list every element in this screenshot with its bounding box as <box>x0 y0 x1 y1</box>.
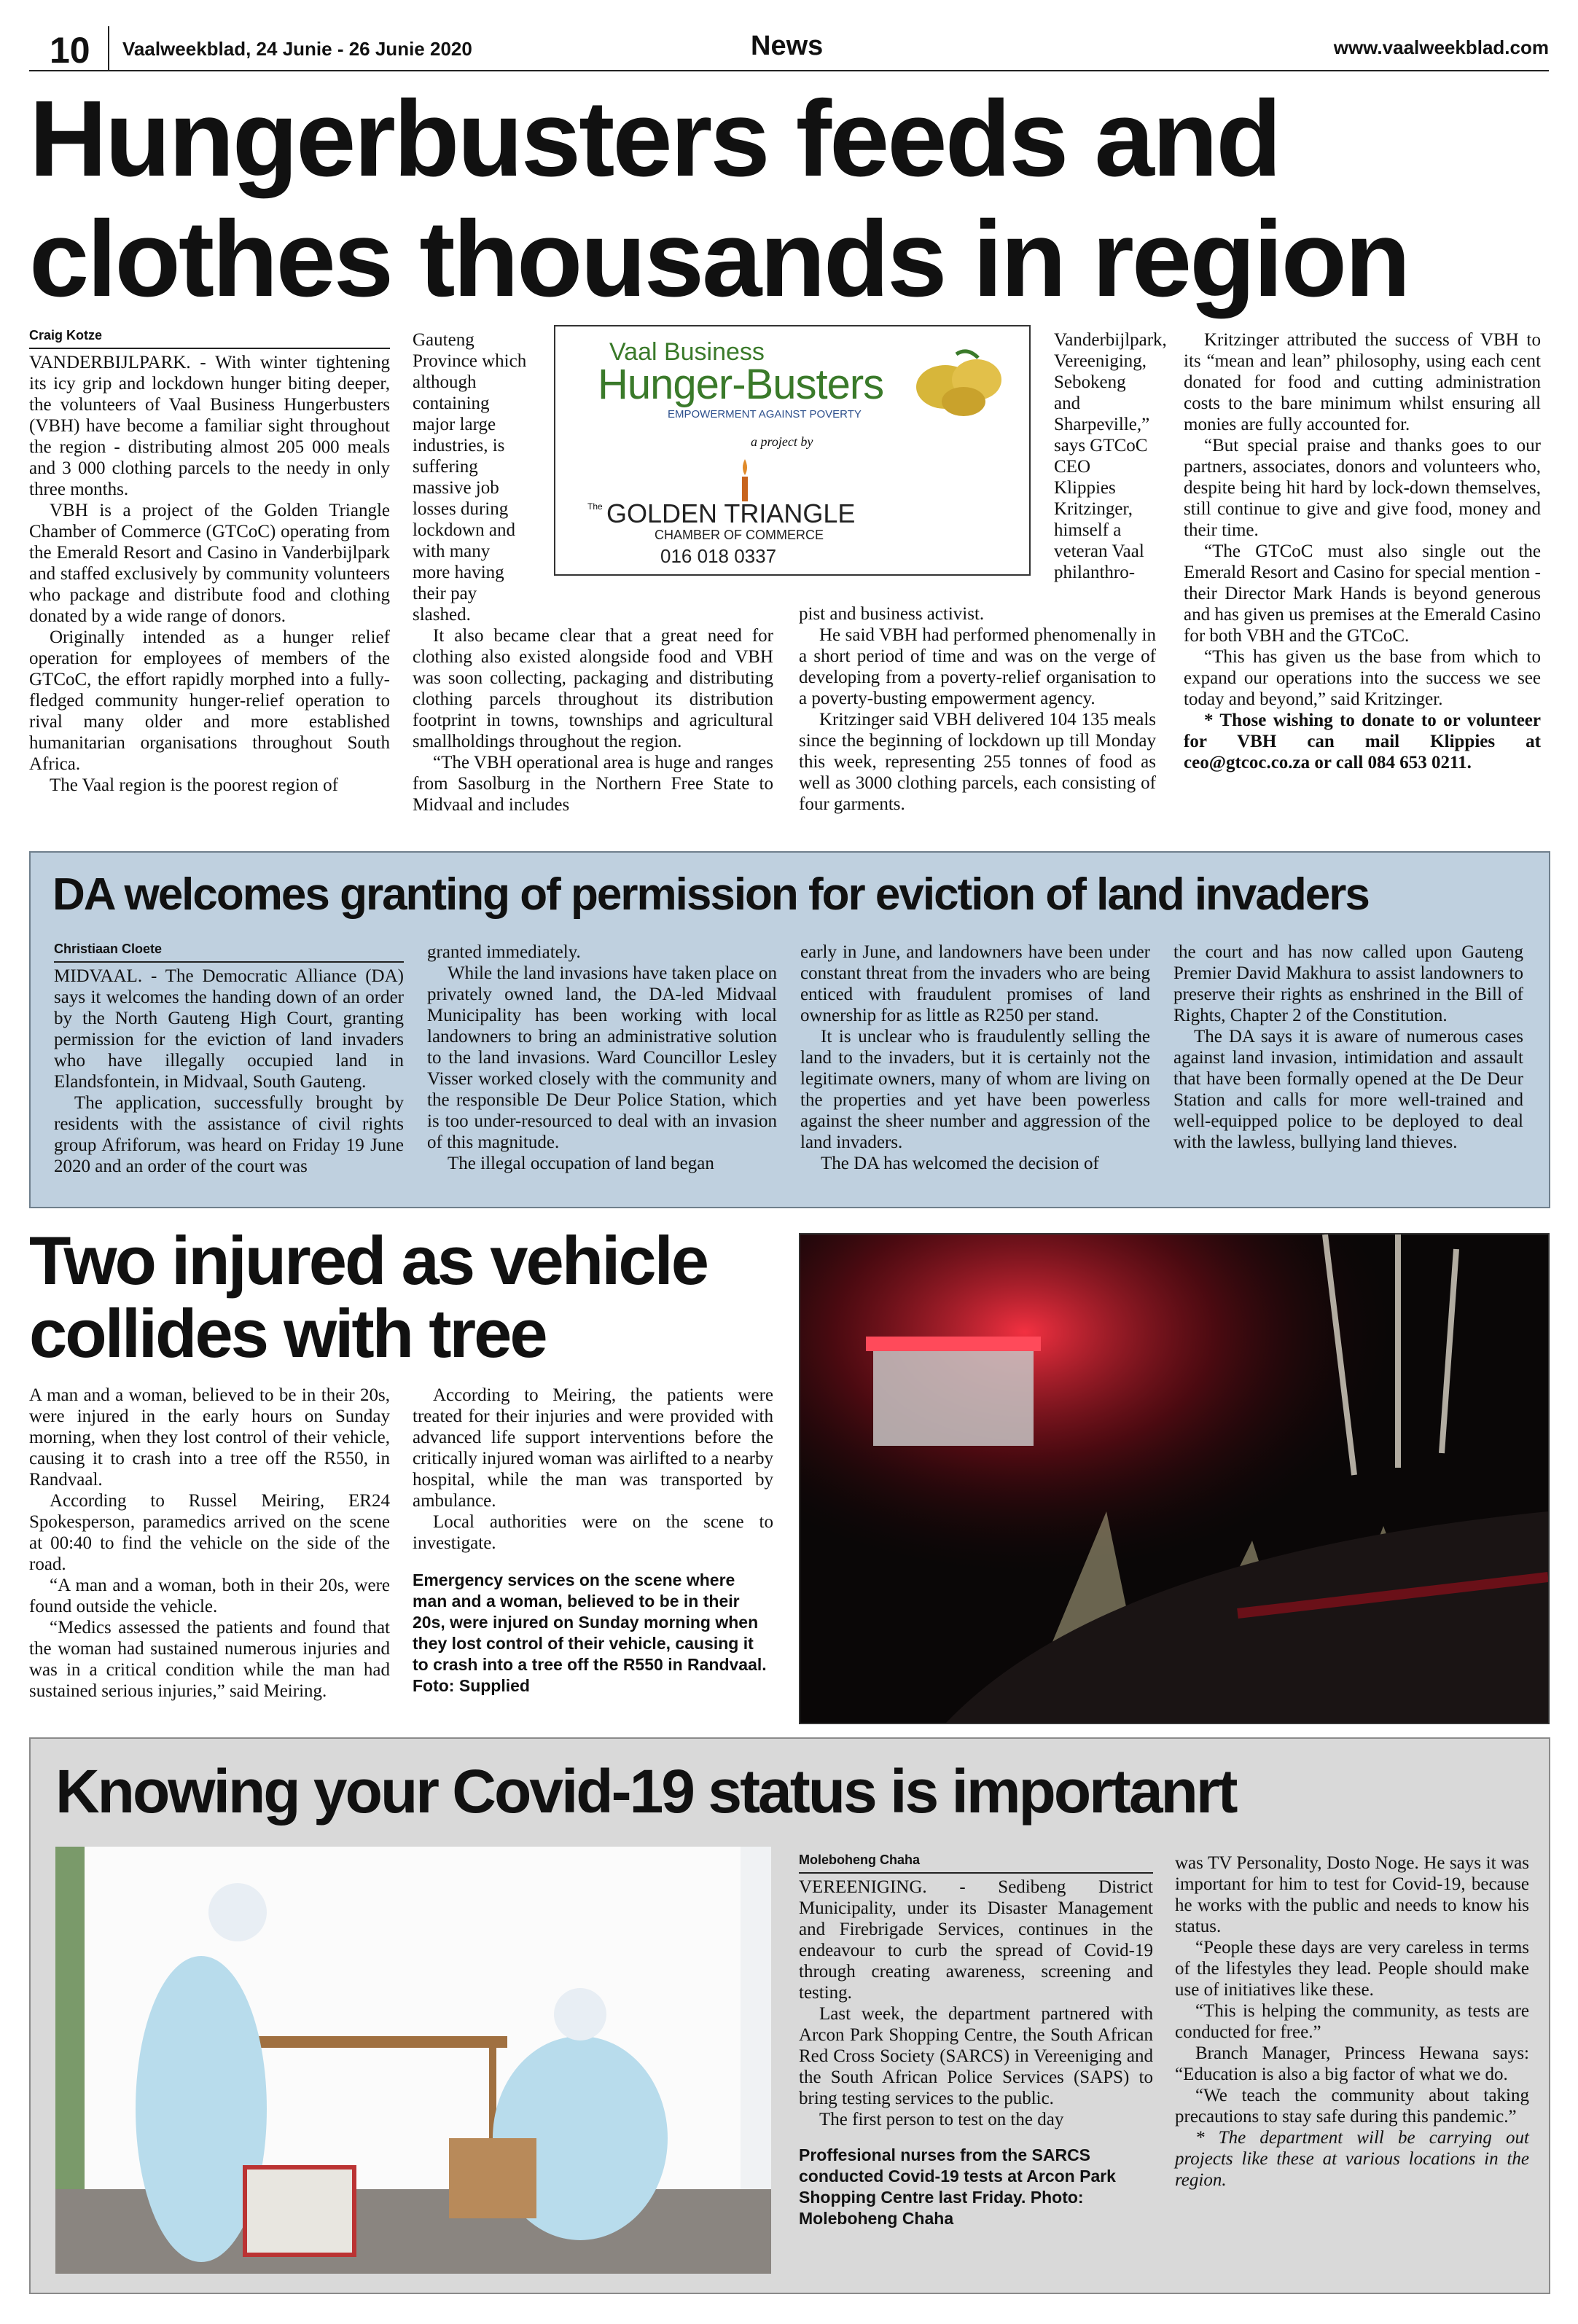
article3-col2: According to Meiring, the patients were treated for their injuries and were provided with advanced life support interventions before the critically injured woman was airlifted to a nearby hospital, while the man was transported by ambulance. Local authorities were on the scene to investigate. Emergency services on the scene where man and a woman, believed to be in their 20s, were injured on Sunday morning when they lost control of their vehicle, causing it to crash into a tree off the R550 in Randvaal. Foto: Supplied <box>413 1385 773 1695</box>
logo-project: a project by <box>751 434 813 449</box>
page-number: 10 <box>50 30 90 71</box>
candle-icon <box>738 459 752 503</box>
issue-date: Vaalweekblad, 24 Junie - 26 Junie 2020 <box>122 38 472 60</box>
logo-line2: Hunger-Busters <box>598 361 884 408</box>
photo-caption: Proffesional nurses from the SARCS conducted Covid-19 tests at Arcon Park Shopping Centre last Friday. Photo: Moleboheng Chaha <box>799 2145 1116 2228</box>
website-link[interactable]: www.vaalweekblad.com <box>1333 36 1549 58</box>
byline: Christiaan Cloete <box>54 939 404 963</box>
logo-line1: Vaal Business <box>609 338 765 366</box>
article1-col3-bottom: pist and business activist. He said VBH had performed phenomenally in a short period of time and was on the verge of developing from a poverty-relief organisation to a poverty-busting empowerment agency. Kritzinger said VBH delivered 104 135 meals since the beginning of lockdown up till Monday this week, representing 255 tonnes of food as well as 3000 clothing parcels, each consisting of four garments. <box>799 604 1156 814</box>
article4-col1: Moleboheng Chaha VEREENIGING. - Sedibeng District Municipality, under its Disaster Management and Firebrigade Services, continues in the endeavour to curb the spread of Covid-19 through creating awareness, screening and testing. Last week, the department partnered with Arcon Park Shopping Centre, the South African Red Cross Society (SARCS) in Vereeniging and the South African Police Services (SAPS) to bring testing services to the public. The first person to test on the day Proffesional nurses from the SARCS conducted Covid-19 tests at Arcon Park Shopping Centre last Friday. Photo: Moleboheng Chaha <box>799 1850 1153 2229</box>
da-article-box <box>29 851 1550 1208</box>
byline: Moleboheng Chaha <box>799 1850 1153 1874</box>
logo-the: The <box>587 501 603 512</box>
department-note: * The department will be carrying out projects like these at various locations in the region. <box>1175 2128 1529 2190</box>
byline: Craig Kotze <box>29 325 390 349</box>
article2-col4: the court and has now called upon Gauteng Premier David Makhura to assist landowners to preserve their rights as enshrined in the Bill of Rights, Chapter 2 of the Constitution. The DA says it is aware of numerous cases against land invasion, intimidation and assault that have been formally opened at the De Deur Station and calls for more well-trained and well-equipped police to be deployed to deal with the lawless, bullying land thieves. <box>1173 942 1523 1152</box>
header-divider <box>108 26 109 70</box>
covid-testing-photo <box>55 1847 771 2274</box>
article2-headline: DA welcomes granting of permission for eviction of land invaders <box>52 869 1369 920</box>
article1-headline: Hungerbusters feeds and clothes thousands in region <box>29 79 1409 319</box>
article1-col2-bottom: It also became clear that a great need for clothing also existed alongside food and VBH was soon collecting, packaging and distributing clothing parcels throughout its distribution footprint in towns, townships and agricultural smallholdings throughout the region. “The VBH operational area is huge and ranges from Sasolburg in the Northern Free State to Midvaal and includes <box>413 626 773 815</box>
section-name: News <box>751 31 824 61</box>
logo-phone: 016 018 0337 <box>660 545 777 567</box>
article3-col1: A man and a woman, believed to be in their 20s, were injured in the early hours on Sunday morning, when they lost control of their vehicle, causing it to crash into a tree off the R550, in Randvaal. According to Russel Meiring, ER24 Spokesperson, paramedics arrived on the scene at 00:40 to find the vehicle on the side of the road. “A man and a woman, both in their 20s, were found outside the vehicle. “Medics assessed the patients and found that the woman had sustained numerous injuries and was in a critical condition while the man had sustained serious injuries,” said Meiring. <box>29 1385 390 1701</box>
article4-col2: was TV Personality, Dosto Noge. He says it was important for him to test for Covid-19, because he works with the public and needs to know his status. “People these days are very careless in terms of the lifestyles they lead. People should make use of initiatives like these. “This is helping the community, as tests are conducted for free.” Branch Manager, Princess Hewana says: “Education is also a big factor of what we do. “We teach the community about taking precautions to stay safe during this pandemic.” * The department will be carrying out projects like these at various locations in the region. <box>1175 1853 1529 2190</box>
covid-article-box <box>29 1737 1550 2294</box>
accident-photo <box>799 1233 1550 1724</box>
article2-col3: early in June, and landowners have been under constant threat from the invaders who are being enticed with fraudulent promises of land ownership for as little as R250 per stand. It is unclear who is fraudulently selling the land to the invaders, but it is certainly not the legitimate owners, many of whom are living on the properties and yet have been powerless against the sheer number and aggression of the land invaders. The DA has welcomed the decision of <box>800 942 1150 1173</box>
article1-col2-top: Gauteng Province which although containing major large industries, is suffering massive job losses during lockdown and with many more having their pay slashed. <box>413 330 527 625</box>
hungerbusters-logo <box>554 325 1031 576</box>
article1-col4: Kritzinger attributed the success of VBH to its “mean and lean” philosophy, using each cent donated for food and cutting administration costs to the bare minimum whilst ensuring all monies are fully accounted for. “But special praise and thanks goes to our partners, associates, donors and volunteers who, despite being hit hard by lock-down themselves, still continue to give and give food, money and their time. “The GTCoC must also single out the Emerald Resort and Casino for special mention - their Director Mark Hands is beyond generous and has given us premises at the Emerald Casino for both VBH and the GTCoC. “This has given us the base from which to expand our operations into the success we see today and beyond,” said Kritzinger. * Those wishing to donate to or volunteer for VBH can mail Klippies at ceo@gtcoc.co.za or call 084 653 0211. <box>1184 330 1541 772</box>
article1-col3-top: Vanderbijlpark, Vereeniging, Sebokeng and Sharpeville,” says GTCoC CEO Klippies Kritzinger, himself a veteran Vaal philanthro- <box>1054 330 1167 582</box>
article2-col1: Christiaan Cloete MIDVAAL. - The Democratic Alliance (DA) says it welcomes the handing down of an order by the North Gauteng High Court, granting permission for the eviction of land invaders who have illegally occupied land in Elandsfontein, in Midvaal, South Gauteng. The application, successfully brought by residents with the assistance of civil rights group Afriforum, was heard on Friday 19 June 2020 and an order of the court was <box>54 939 404 1177</box>
article3-headline: Two injured as vehicle collides with tree <box>29 1222 707 1372</box>
page-header <box>29 26 1549 71</box>
potato-icon <box>913 347 1007 420</box>
donate-note: * Those wishing to donate to or volunteer for VBH can mail Klippies at ceo@gtcoc.co.za or call 084 653 0211. <box>1184 711 1541 772</box>
article4-headline: Knowing your Covid-19 status is importanrt <box>55 1757 1236 1826</box>
photo-caption: Emergency services on the scene where man and a woman, believed to be in their 20s, were injured on Sunday morning when they lost control of their vehicle, causing it to crash into a tree off the R550 in Randvaal. Foto: Supplied <box>413 1570 767 1695</box>
article1-col1: Craig Kotze VANDERBIJLPARK. - With winter tightening its icy grip and lockdown hunger biting deeper, the volunteers of Vaal Business Hungerbusters (VBH) have become a familiar sight throughout the region - distributing almost 205 000 meals and 3 000 clothing parcels to the needy in only three months. VBH is a project of the Golden Triangle Chamber of Commerce (GTCoC) operating from the Emerald Resort and Casino in Vanderbijlpark and staffed exclusively by community volunteers who package and distribute food and clothing donated by a wide range of donors. Originally intended as a hunger relief operation for employees of members of the GTCoC, the effort rapidly morphed into a fully-fledged community hunger-relief operation to rival many older and more established humanitarian organisations throughout South Africa. The Vaal region is the poorest region of <box>29 325 390 796</box>
article2-col2: granted immediately. While the land invasions have taken place on privately owned land, the DA-led Midvaal Municipality has been working with local landowners to bring an administrative solution to the land invasions. Ward Councillor Lesley Visser worked closely with the community and the responsible De Deur Police Station, which is too under-resourced to deal with an invasion of this magnitude. The illegal occupation of land began <box>427 942 777 1173</box>
logo-chamber1: GOLDEN TRIANGLE <box>606 498 856 528</box>
logo-chamber2: CHAMBER OF COMMERCE <box>655 528 824 542</box>
logo-tagline: EMPOWERMENT AGAINST POVERTY <box>668 408 862 420</box>
